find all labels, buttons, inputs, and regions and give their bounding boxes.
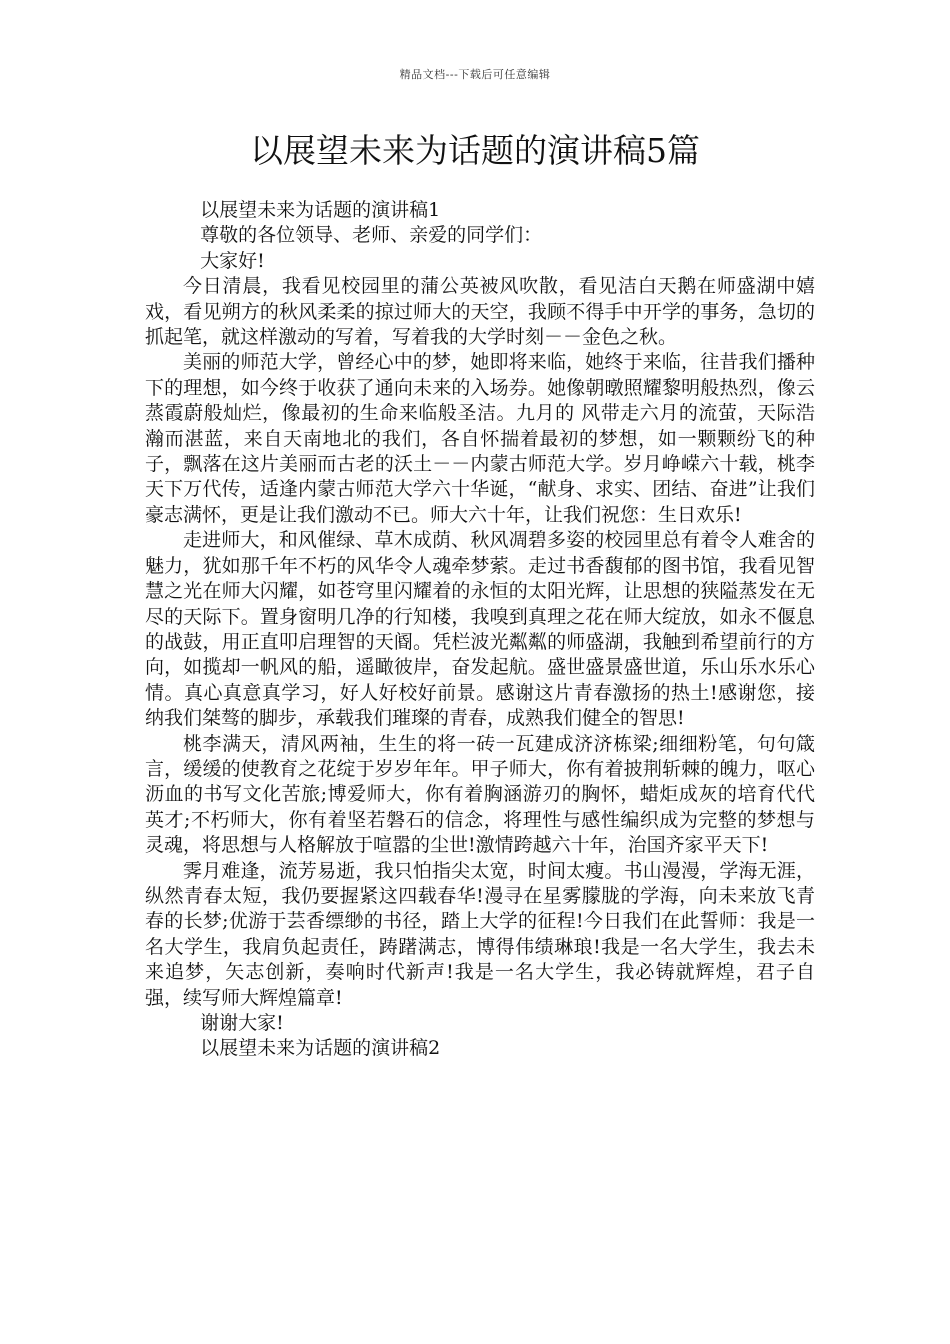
document-body (145, 198, 815, 1062)
closing-thanks: 谢谢大家! (200, 1012, 284, 1034)
section-heading: 以展望未来为话题的演讲稿2 (200, 1037, 441, 1060)
salutation: 尊敬的各位领导、老师、亲爱的同学们： (200, 224, 543, 247)
greeting: 大家好! (200, 249, 265, 272)
section-heading: 以展望未来为话题的演讲稿1 (200, 199, 441, 221)
body-paragraph: 今日清晨，我看见校园里的蒲公英被风吹散，看见洁白天鹅在师盛湖中嬉戏，看见朔方的秋风柔柔的掠过师大的天空，我顾不得手中开学的事务，急切的抓起笔，就这样激动的写着，写着我的大学时刻－－金色之秋。 (145, 275, 815, 349)
body-paragraph: 走进师大，和风催绿、草木成荫、秋风凋碧多姿的校园里总有着令人难舍的魅力，犹如那千年不朽的风华令人魂牵梦萦。走过书香馥郁的图书馆，我看见智慧之光在师大闪耀，如苍穹里闪耀着的永恒的太阳光辉，让思想的狭隘蒸发在无尽的天际下。置身窗明几净的行知楼，我嗅到真理之花在师大绽放，如永不偃息的战鼓，用正直叩启理智的天阍。凭栏波光粼粼的师盛湖，我触到希望前行的方向，如揽却一帆风的船，遥瞰彼岸，奋发起航。盛世盛景盛世道，乐山乐水乐心情。真心真意真学习，好人好校好前景。感谢这片青春激扬的热土!感谢您，接纳我们桀骜的脚步，承载我们璀璨的青春，成熟我们健全的智思! (145, 529, 815, 730)
body-paragraph: 霁月难逢，流芳易逝，我只怕指尖太宽，时间太瘦。书山漫漫，学海无涯，纵然青春太短，我仍要握紧这四载春华!漫寻在星雾朦胧的学海，向未来放飞青春的长梦;优游于芸香缥缈的书径，踏上大学的征程!今日我们在此誓师：我是一名大学生，我肩负起责任，踌躇满志，博得伟绩琳琅!我是一名大学生，我去未来追梦，矢志创新，奏响时代新声!我是一名大学生，我必铸就辉煌，君子自强，续写师大辉煌篇章! (145, 859, 815, 1009)
body-paragraph: 美丽的师范大学，曾经心中的梦，她即将来临，她终于来临，往昔我们播种下的理想，如今终于收获了通向未来的入场券。她像朝暾照耀黎明般热烈，像云蒸霞蔚般灿烂，像最初的生命来临般圣洁。九月的 风带走六月的流萤，天际浩瀚而湛蓝，来自天南地北的我们，各自怀揣着最初的梦想，如一颗颗纷飞的种子，飘落在这片美丽而古老的沃土－－内蒙古师范大学。岁月峥嵘六十载，桃李天下万代传，适逢内蒙古师范大学六十华诞，“献身、求实、团结、奋进”让我们豪志满怀，更是让我们激动不已。师大六十年，让我们祝您：生日欢乐! (145, 351, 815, 526)
body-paragraph: 桃李满天，清风两袖，生生的将一砖一瓦建成济济栋梁;细细粉笔，句句箴言，缓缓的使教育之花绽于岁岁年年。甲子师大，你有着披荆斩棘的魄力，呕心沥血的书写文化苦旅;博爱师大，你有着胸涵游刃的胸怀，蜡炬成灰的培育代代英才;不朽师大，你有着坚若磐石的信念，将理性与感性编织成为完整的梦想与灵魂，将思想与人格解放于喧嚣的尘世!激情跨越六十年，治国齐家平天下! (145, 732, 815, 857)
header-note: 精品文档---下载后可任意编辑 (399, 68, 551, 81)
document-title: 以展望未来为话题的演讲稿5篇 (250, 131, 700, 170)
